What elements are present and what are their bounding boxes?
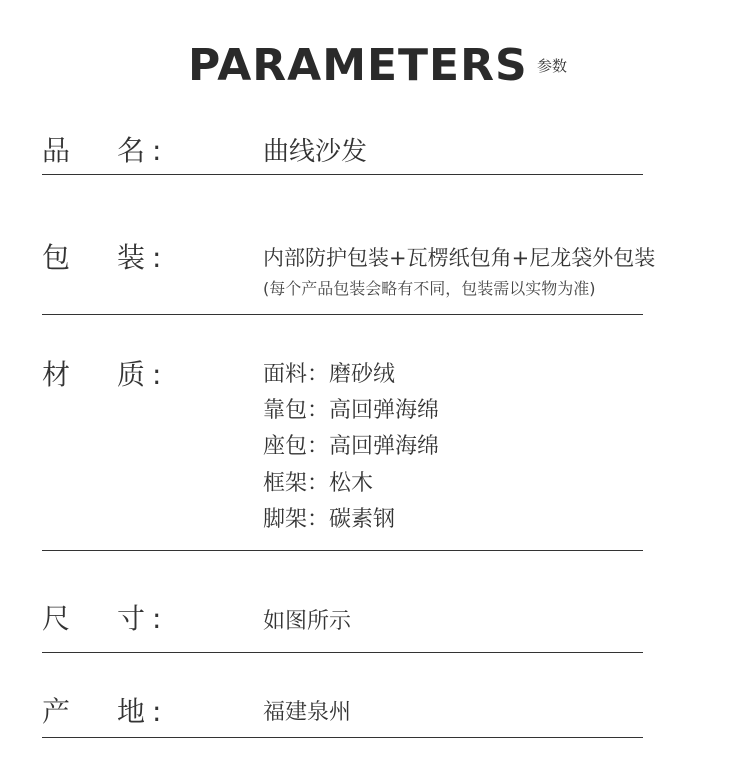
material-line: 座包：高回弹海绵 (263, 434, 440, 459)
param-value: 如图所示 (263, 609, 352, 634)
label-char: 材 (42, 358, 71, 391)
label-colon: : (152, 695, 162, 728)
divider (42, 174, 643, 175)
material-line: 靠包：高回弹海绵 (263, 398, 440, 423)
page-subtitle: 参数 (537, 57, 568, 75)
label-char: 包 (42, 241, 71, 274)
label-char: 品 (42, 134, 71, 167)
param-note: (每个产品包装会略有不同，包装需以实物为准) (263, 279, 596, 298)
label-char: 产 (42, 695, 71, 728)
divider (42, 314, 643, 315)
divider (42, 550, 643, 551)
label-colon: : (152, 241, 162, 274)
material-line: 面料：磨砂绒 (263, 362, 396, 387)
label-colon: : (152, 602, 162, 635)
param-label (42, 240, 162, 276)
param-value: 福建泉州 (263, 700, 352, 725)
label-char: 寸 (117, 602, 146, 635)
label-char: 名 (117, 134, 146, 167)
label-char: 地 (117, 695, 146, 728)
page-title: PARAMETERS (188, 40, 528, 91)
param-label (42, 694, 162, 730)
divider (42, 737, 643, 738)
param-label (42, 357, 162, 393)
label-char: 尺 (42, 602, 71, 635)
label-char: 质 (117, 358, 146, 391)
param-label (42, 601, 162, 637)
material-line: 脚架：碳素钢 (263, 507, 396, 532)
divider (42, 652, 643, 653)
label-colon: : (152, 134, 162, 167)
param-value: 内部防护包装+瓦楞纸包角+尼龙袋外包装 (263, 246, 656, 270)
material-line: 框架：松木 (263, 471, 374, 496)
label-colon: : (152, 358, 162, 391)
label-char: 装 (117, 241, 146, 274)
param-label (42, 133, 162, 169)
param-value: 曲线沙发 (263, 137, 368, 167)
